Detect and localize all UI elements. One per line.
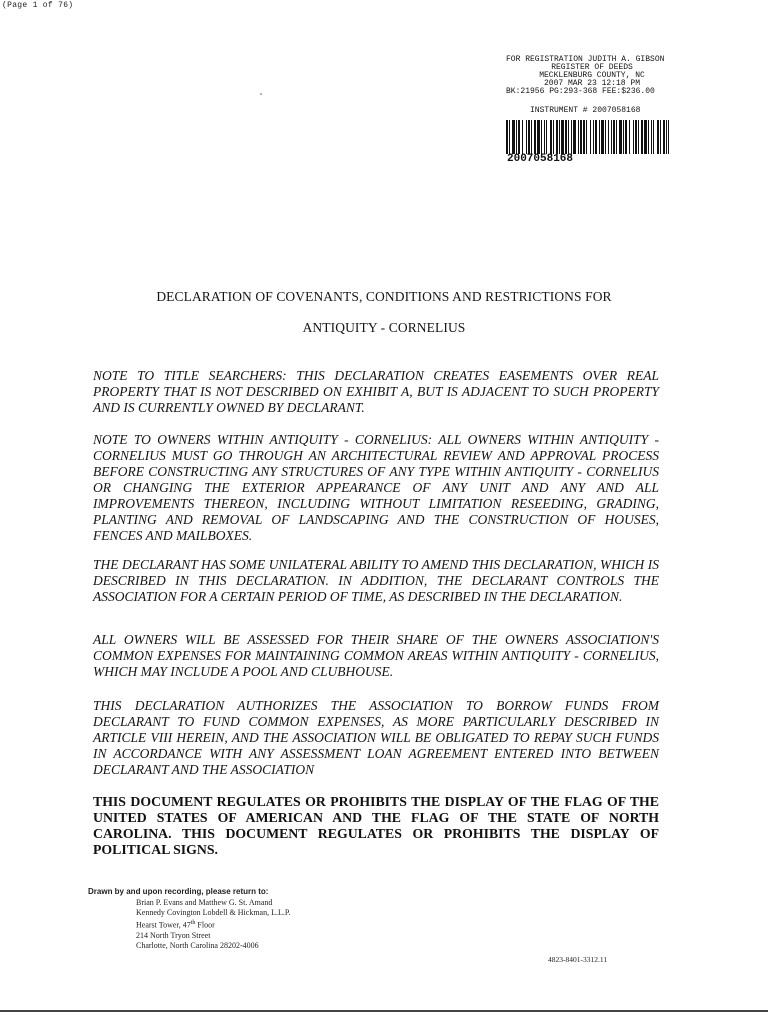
floor-suffix: Floor [195, 920, 215, 930]
document-title-line-2: ANTIQUITY - CORNELIUS [302, 320, 466, 335]
return-to-building-name: Hearst Tower, 47 [136, 920, 191, 930]
note-unilateral-amendment: THE DECLARANT HAS SOME UNILATERAL ABILITY TO AMEND THIS DECLARATION, WHICH IS DESCRIBED IN THIS DECLARATION. IN ADDITION, THE DECLARANT CONTROLS THE ASSOCIATION FOR A CERTAIN PERIOD OF TIME, AS DESCRIBED IN THE DECLARATION. [93, 557, 659, 604]
return-to-attorneys: Brian P. Evans and Matthew G. St. Amand [136, 898, 273, 907]
floor-superscript: th [190, 920, 196, 926]
document-title-line-1: DECLARATION OF COVENANTS, CONDITIONS AND RESTRICTIONS FOR [156, 289, 612, 304]
return-to-address [136, 898, 290, 951]
return-to-street: 214 North Tryon Street [136, 930, 211, 940]
note-title-searchers: NOTE TO TITLE SEARCHERS: THIS DECLARATION CREATES EASEMENTS OVER REAL PROPERTY THAT IS NOT DESCRIBED ON EXHIBIT A, BUT IS ADJACENT TO SUCH PROPERTY AND IS CURRENTLY OWNED BY DECLARANT. [93, 368, 659, 415]
note-owners-architectural-review: NOTE TO OWNERS WITHIN ANTIQUITY - CORNELIUS: ALL OWNERS WITHIN ANTIQUITY - CORNELIUS MUST GO THROUGH AN ARCHITECTURAL REVIEW AND APPROVAL PROCESS BEFORE CONSTRUCTING ANY STRUCTURES OF ANY TYPE WITHIN ANTIQUITY - CORNELIUS OR CHANGING THE EXTERIOR APPEARANCE OF ANY UNIT AND ANY AND ALL IMPROVEMENTS THEREON, INCLUDING WITHOUT LIMITATION RESEEDING, GRADING, PLANTING AND REMOVAL OF LANDSCAPING AND THE CONSTRUCTION OF HOUSES, FENCES AND MAILBOXES. [93, 432, 659, 543]
stamp-line-registration: FOR REGISTRATION JUDITH A. GIBSON [506, 55, 665, 64]
page-counter: (Page 1 of 76) [2, 1, 74, 10]
recording-stamp [506, 56, 678, 96]
stamp-line-county: MECKLENBURG COUNTY, NC [539, 71, 645, 80]
return-to-firm: Kennedy Covington Lobdell & Hickman, L.L.P. [136, 908, 291, 917]
scan-speck [260, 93, 262, 95]
return-to-city: Charlotte, North Carolina 28202-4006 [136, 940, 259, 950]
barcode [506, 120, 669, 154]
flag-and-signs-notice: THIS DOCUMENT REGULATES OR PROHIBITS THE DISPLAY OF THE FLAG OF THE UNITED STATES OF AMERICAN AND THE FLAG OF THE STATE OF NORTH CAROLINA. THIS DOCUMENT REGULATES OR PROHIBITS THE DISPLAY OF POLITICAL SIGNS. [93, 794, 659, 857]
return-to-heading: Drawn by and upon recording, please return to: [88, 887, 269, 896]
return-to-building [136, 918, 290, 931]
instrument-number: INSTRUMENT # 2007058168 [530, 106, 641, 115]
stamp-line-register: REGISTER OF DEEDS [551, 63, 633, 72]
stamp-line-book-page-fee: BK:21956 PG:293-368 FEE:$236.00 [506, 87, 655, 96]
page-bottom-rule [0, 1010, 768, 1012]
note-assessments: ALL OWNERS WILL BE ASSESSED FOR THEIR SHARE OF THE OWNERS ASSOCIATION'S COMMON EXPENSES FOR MAINTAINING COMMON AREAS WITHIN ANTIQUITY - CORNELIUS, WHICH MAY INCLUDE A POOL AND CLUBHOUSE. [93, 632, 659, 679]
note-borrow-funds: THIS DECLARATION AUTHORIZES THE ASSOCIATION TO BORROW FUNDS FROM DECLARANT TO FUND COMMON EXPENSES, AS MORE PARTICULARLY DESCRIBED IN ARTICLE VIII HEREIN, AND THE ASSOCIATION WILL BE OBLIGATED TO REPAY SUCH FUNDS IN ACCORDANCE WITH ANY ASSESSMENT LOAN AGREEMENT ENTERED INTO BETWEEN DECLARANT AND THE ASSOCIATION [93, 698, 659, 777]
document-id-number: 4823-8401-3312.11 [548, 955, 608, 964]
stamp-line-datetime: 2007 MAR 23 12:18 PM [543, 79, 640, 88]
barcode-number: 2007058168 [507, 153, 574, 165]
